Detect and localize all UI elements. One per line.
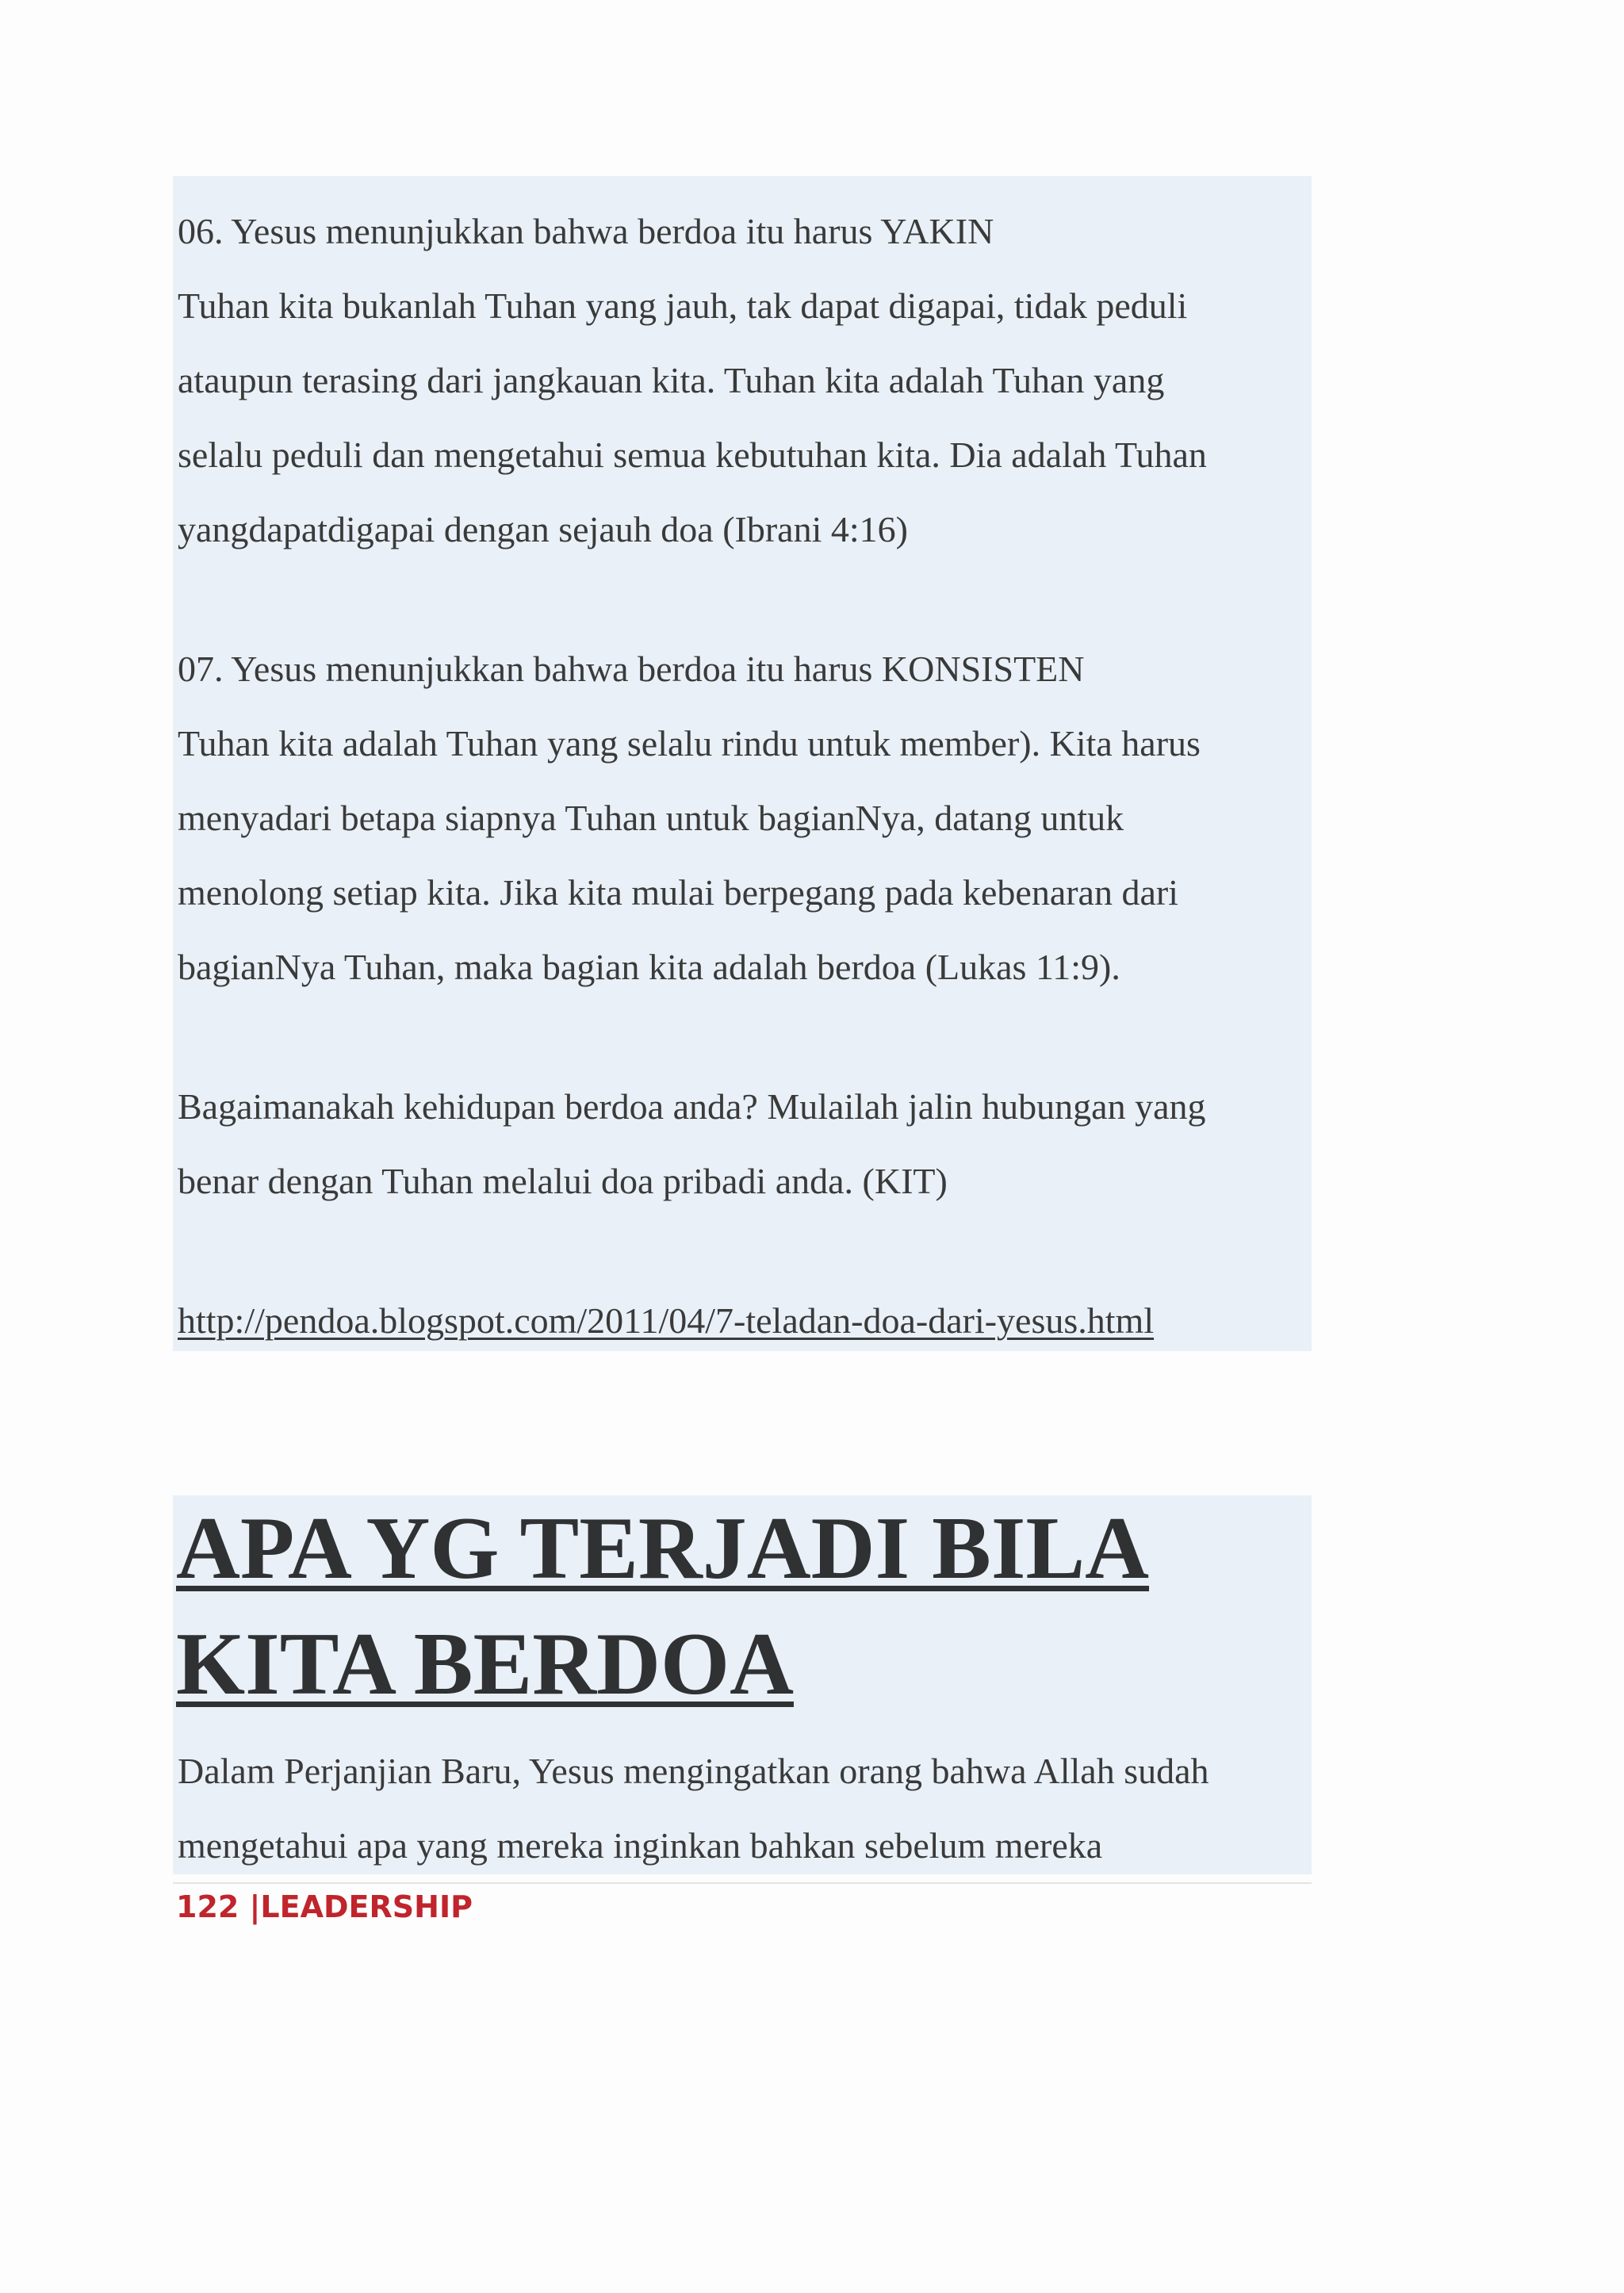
article-title-line: KITA BERDOA: [176, 1615, 794, 1713]
section-07-line: bagianNya Tuhan, maka bagian kita adalah berdoa (Lukas 11:9).: [178, 947, 1120, 987]
section-06-line: yangdapatdigapai dengan sejauh doa (Ibrani 4:16): [178, 509, 908, 549]
footer-divider: [173, 1882, 1312, 1884]
page-footer: 122 |LEADERSHIP: [176, 1889, 473, 1924]
section-07-line: menolong setiap kita. Jika kita mulai berpegang pada kebenaran dari: [178, 872, 1178, 913]
section-06-line: selalu peduli dan mengetahui semua kebutuhan kita. Dia adalah Tuhan: [178, 434, 1207, 475]
section-07-line: Tuhan kita adalah Tuhan yang selalu rindu untuk member). Kita harus: [178, 723, 1201, 764]
article-title-line: APA YG TERJADI BILA: [176, 1499, 1150, 1598]
article-intro-line: mengetahui apa yang mereka inginkan bahkan sebelum mereka: [178, 1825, 1103, 1866]
article-intro-line: Dalam Perjanjian Baru, Yesus mengingatkan orang bahwa Allah sudah: [178, 1751, 1209, 1791]
closing-line: benar dengan Tuhan melalui doa pribadi anda. (KIT): [178, 1161, 948, 1201]
section-07-heading: 07. Yesus menunjukkan bahwa berdoa itu harus KONSISTEN: [178, 649, 1085, 689]
section-06-heading: 06. Yesus menunjukkan bahwa berdoa itu harus YAKIN: [178, 211, 994, 251]
section-06-line: ataupun terasing dari jangkauan kita. Tuhan kita adalah Tuhan yang: [178, 360, 1165, 400]
closing-line: Bagaimanakah kehidupan berdoa anda? Mulailah jalin hubungan yang: [178, 1086, 1206, 1127]
section-07-line: menyadari betapa siapnya Tuhan untuk bagianNya, datang untuk: [178, 798, 1124, 838]
section-06-line: Tuhan kita bukanlah Tuhan yang jauh, tak dapat digapai, tidak peduli: [178, 285, 1188, 326]
source-link[interactable]: http://pendoa.blogspot.com/2011/04/7-teladan-doa-dari-yesus.html: [178, 1300, 1155, 1341]
